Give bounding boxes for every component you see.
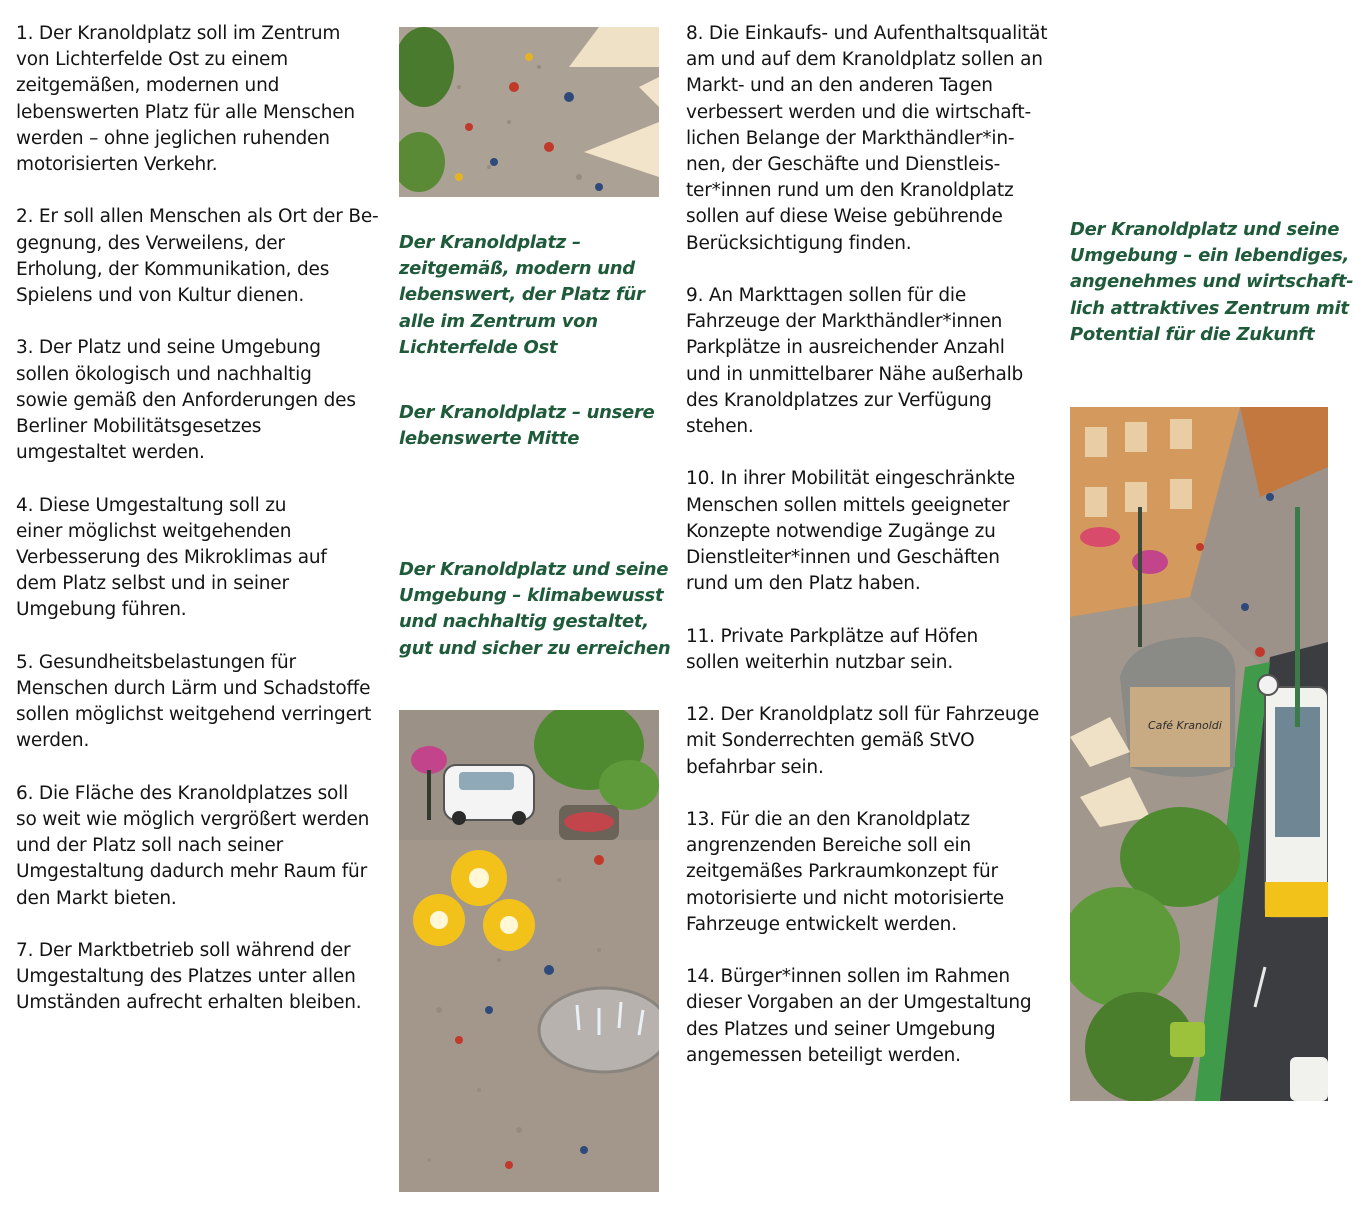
- goal-paragraph-2: 2. Er soll allen Menschen als Ort der Be- gegnung, des Verweilens, der Erholung, der Kommunikation, des Spielens und von Kultur dienen.: [16, 206, 379, 307]
- goal-paragraph-3: 3. Der Platz und seine Umgebung sollen ökologisch und nachhaltig sowie gemäß den Anforderungen des Berliner Mobilitätsgesetzes umgestaltet werden.: [16, 337, 356, 464]
- caption-climate-conscious: Der Kranoldplatz und seine Umgebung – klimabewusst und nachhaltig gestaltet, gut und sicher zu erreichen: [399, 559, 671, 659]
- goal-paragraph-9: 9. An Markttagen sollen für die Fahrzeuge der Markthändler*innen Parkplätze in ausreichender Anzahl und in unmittelbarer Nähe außerhalb des Kranoldplatzes zur Verfügung stehen.: [686, 285, 1024, 438]
- caption-attractive-center: Der Kranoldplatz und seine Umgebung – ein lebendiges, angenehmes und wirtschaft- lich attraktives Zentrum mit Potential für die Zukunft: [1070, 219, 1354, 345]
- caption-lively-center: Der Kranoldplatz – unsere lebenswerte Mitte: [399, 402, 655, 450]
- goal-paragraph-7: 7. Der Marktbetrieb soll während der Umgestaltung des Platzes unter allen Umständen aufrecht erhalten bleiben.: [16, 940, 362, 1014]
- goal-paragraph-5: 5. Gesundheitsbelastungen für Menschen durch Lärm und Schadstoffe sollen möglichst weitgehend verringert werden.: [16, 651, 372, 752]
- goal-paragraph-13: 13. Für die an den Kranoldplatz angrenzenden Bereiche soll ein zeitgemäßes Parkraumkonzept für motorisierte und nicht motorisierte Fahrzeuge entwickelt werden.: [686, 809, 1004, 935]
- goal-paragraph-1: 1. Der Kranoldplatz soll im Zentrum von Lichterfelde Ost zu einem zeitgemäßen, modernen und lebenswerten Platz für alle Menschen werden – ohne jeglichen ruhenden motorisierten Verkehr.: [16, 23, 355, 176]
- goal-paragraph-12: 12. Der Kranoldplatz soll für Fahrzeuge mit Sonderrechten gemäß StVO befahrbar sein.: [686, 704, 1040, 778]
- goal-paragraph-10: 10. In ihrer Mobilität eingeschränkte Menschen sollen mittels geeigneter Konzepte notwendige Zugänge zu Dienstleiter*innen und Geschäften rund um den Platz haben.: [686, 468, 1015, 595]
- goal-paragraph-8: 8. Die Einkaufs- und Aufenthaltsqualität am und auf dem Kranoldplatz sollen an Markt- und an den anderen Tagen verbessert werden und die wirtschaft- lichen Belange der Markthändler*in- nen, der Geschäfte und Dienstleis- ter*innen rund um den Kranoldplatz sollen auf diese Weise gebührende Berücksichtigung finden.: [686, 23, 1048, 254]
- cafe-sign-text: Café Kranoldi: [1148, 719, 1222, 732]
- goal-paragraph-4: 4. Diese Umgestaltung soll zu einer möglichst weitgehenden Verbesserung des Mikroklimas auf dem Platz selbst und in seiner Umgebung führen.: [16, 494, 327, 621]
- right-text-column: [686, 21, 1056, 1095]
- caption-modern-square: Der Kranoldplatz – zeitgemäß, modern und lebenswert, der Platz für alle im Zentrum von Lichterfelde Ost: [399, 232, 645, 358]
- goal-paragraph-6: 6. Die Fläche des Kranoldplatzes soll so weit wie möglich vergrößert werden und der Platz soll nach seiner Umgestaltung dadurch mehr Raum für den Markt bieten.: [16, 782, 370, 909]
- street-bus-cafe-illustration: [1070, 407, 1328, 1101]
- goal-paragraph-11: 11. Private Parkplätze auf Höfen sollen weiterhin nutzbar sein.: [686, 625, 979, 673]
- left-text-column: [16, 21, 386, 1043]
- square-fountain-illustration: [399, 710, 659, 1192]
- goal-paragraph-14: 14. Bürger*innen sollen im Rahmen dieser Vorgaben an der Umgestaltung des Platzes und seiner Umgebung angemessen beteiligt werden.: [686, 966, 1032, 1066]
- market-umbrellas-illustration: [399, 27, 659, 197]
